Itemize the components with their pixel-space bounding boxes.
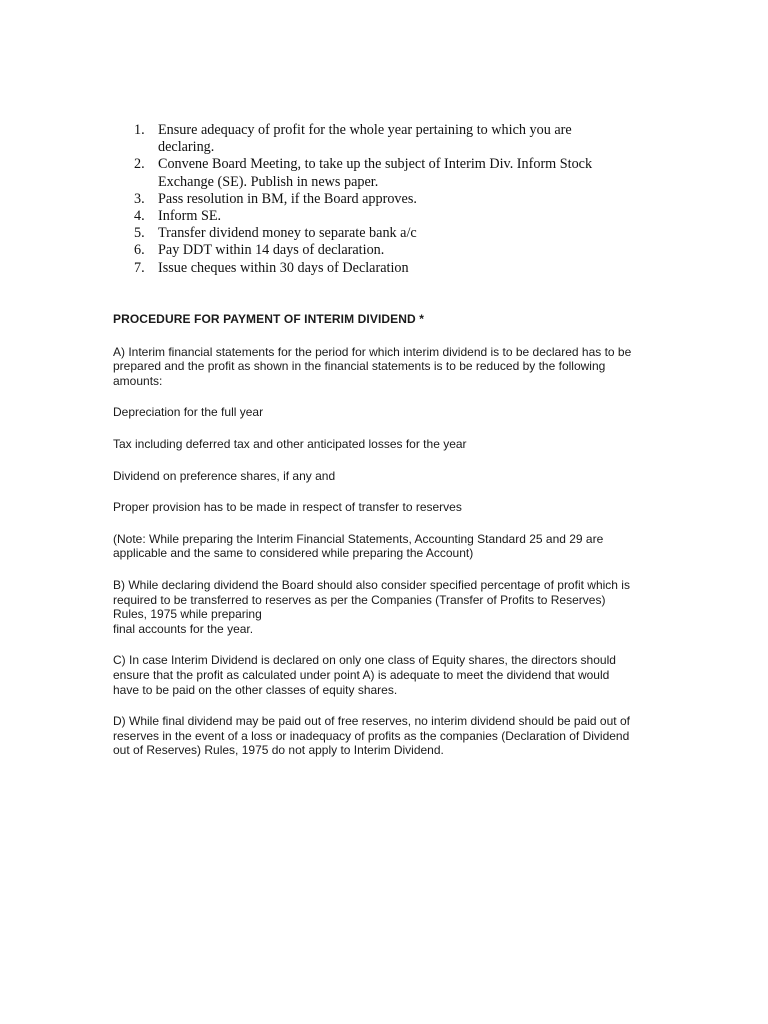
paragraph-line: A) Interim financial statements for the period for which interim dividend is to be declared has to be [113,344,632,359]
list-item [112,208,632,225]
deduction-depreciation: Depreciation for the full year [113,405,264,420]
paragraph-b [113,578,658,636]
note-paragraph [113,532,658,561]
paragraph-line: out of Reserves) Rules, 1975 do not apply to Interim Dividend. [113,743,444,758]
paragraph-line: B) While declaring dividend the Board should also consider specified percentage of profit which is [113,577,630,592]
paragraph-line: amounts: [113,373,163,388]
list-item-text: Issue cheques within 30 days of Declaration [158,259,409,276]
paragraph-c [113,653,658,697]
list-item [112,191,632,208]
list-item-text: Inform SE. [158,208,222,225]
paragraph-line: have to be paid on the other classes of equity shares. [113,682,398,697]
list-item [112,242,632,259]
deduction-tax: Tax including deferred tax and other anticipated losses for the year [113,436,467,451]
list-item-number: 3. [134,190,145,207]
list-item [112,156,632,190]
paragraph-line: ensure that the profit as calculated under point A) is adequate to meet the dividend that would [113,667,610,682]
list-item [112,260,632,277]
list-item-number: 4. [134,208,145,225]
paragraph-a [113,345,658,389]
list-item [112,225,632,242]
paragraph-line: Rules, 1975 while preparing [113,607,262,622]
list-item-text: Pay DDT within 14 days of declaration. [158,242,385,259]
list-item-text: Pass resolution in BM, if the Board approves. [158,190,417,207]
steps-list [112,122,632,277]
list-item-number: 7. [134,259,145,276]
paragraph-line: reserves in the event of a loss or inadequacy of profits as the companies (Declaration of Dividend [113,728,630,743]
procedure-section [113,312,658,775]
list-item-text: Convene Board Meeting, to take up the subject of Interim Div. Inform Stock [158,156,593,173]
list-item-text: Transfer dividend money to separate bank a/c [158,225,417,242]
paragraph-line: applicable and the same to considered while preparing the Account) [113,546,474,561]
list-item-text: declaring. [158,139,215,156]
paragraph-line: (Note: While preparing the Interim Financial Statements, Accounting Standard 25 and 29 are [113,531,604,546]
paragraph-line: prepared and the profit as shown in the financial statements is to be reduced by the following [113,359,606,374]
paragraph-line: D) While final dividend may be paid out of free reserves, no interim dividend should be paid out of [113,714,630,729]
list-item-number: 6. [134,242,145,259]
list-item [112,122,632,156]
paragraph-line: required to be transferred to reserves as per the Companies (Transfer of Profits to Reserves) [113,592,606,607]
deduction-reserves: Proper provision has to be made in respect of transfer to reserves [113,500,462,515]
list-item-number: 2. [134,156,145,173]
paragraph-line: C) In case Interim Dividend is declared on only one class of Equity shares, the directors should [113,653,616,668]
section-heading: PROCEDURE FOR PAYMENT OF INTERIM DIVIDEND * [113,312,424,326]
list-item-number: 5. [134,225,145,242]
list-item-text: Exchange (SE). Publish in news paper. [158,173,379,190]
deduction-preference-dividend: Dividend on preference shares, if any and [113,468,336,483]
paragraph-d [113,714,658,758]
list-item-number: 1. [134,122,145,138]
list-item-text: Ensure adequacy of profit for the whole year pertaining to which you are [158,122,572,138]
paragraph-line: final accounts for the year. [113,621,254,636]
